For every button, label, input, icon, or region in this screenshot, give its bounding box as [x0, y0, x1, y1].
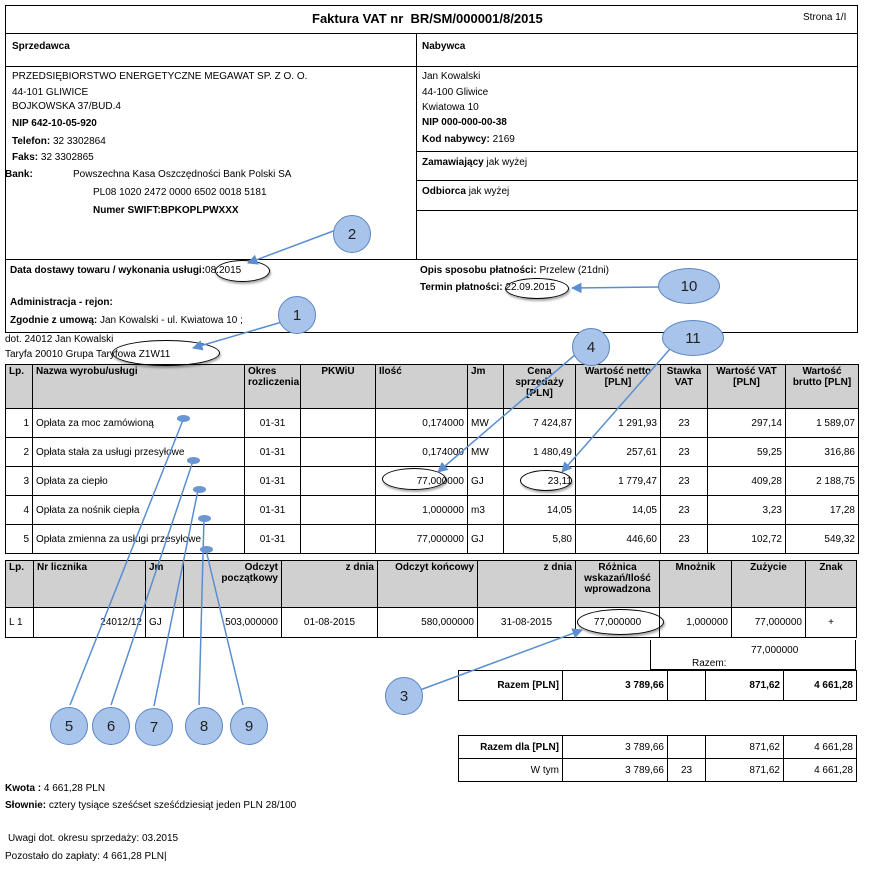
w-tym-vat: 871,62: [706, 759, 784, 782]
item-qty: 0,174000: [376, 438, 468, 467]
arrow-2: [248, 230, 336, 263]
item-lp: 1: [6, 409, 33, 438]
item-vat-rate: 23: [661, 467, 708, 496]
item-net: 446,60: [576, 525, 661, 554]
seller-label: Sprzedawca: [12, 41, 70, 52]
razem-label: Razem [PLN]: [459, 671, 563, 701]
buyer-code: Kod nabywcy: 2169: [422, 134, 515, 145]
item-lp: 3: [6, 467, 33, 496]
seller-street: BOJKOWSKA 37/BUD.4: [12, 101, 121, 112]
item-gross: 1 589,07: [786, 409, 859, 438]
col-name: Nazwa wyrobu/usługi: [33, 365, 245, 409]
razem-net: 3 789,66: [563, 671, 668, 701]
buyer-city: 44-100 Gliwice: [422, 87, 489, 98]
razem-gross: 4 661,28: [784, 671, 857, 701]
callout-3: 3: [385, 677, 423, 715]
arrow-11: [562, 349, 670, 472]
w-tym-rate: 23: [668, 759, 706, 782]
buyer-recipient: Odbiorca jak wyżej: [422, 186, 510, 197]
contract: Zgodnie z umową: Jan Kowalski - ul. Kwiatowa 10 ;: [10, 315, 243, 326]
payment-due: Termin płatności: 22.09.2015: [420, 282, 556, 293]
callout-5: 5: [50, 707, 88, 745]
meter-col-diff: Różnica wskazań/Ilość wprowadzona: [576, 561, 660, 608]
item-period: 01-31: [245, 467, 301, 496]
item-name: Opłata za moc zamówioną: [33, 409, 245, 438]
callout-11: 11: [662, 320, 724, 356]
col-pkwiu: PKWiU: [301, 365, 376, 409]
delivery-date: Data dostawy towaru / wykonania usługi:08.2015: [10, 265, 242, 276]
item-vat: 297,14: [708, 409, 786, 438]
item-qty: 1,000000: [376, 496, 468, 525]
meter-col-mult: Mnożnik: [660, 561, 732, 608]
callout-7: 7: [135, 708, 173, 746]
item-lp: 2: [6, 438, 33, 467]
admin-region: Administracja - rejon:: [10, 297, 113, 308]
item-lp: 4: [6, 496, 33, 525]
seller-nip: NIP 642-10-05-920: [12, 118, 97, 129]
razem-dla-label: Razem dla [PLN]: [459, 736, 563, 759]
item-period: 01-31: [245, 496, 301, 525]
item-jm: GJ: [468, 525, 504, 554]
col-jm: Jm: [468, 365, 504, 409]
buyer-name: Jan Kowalski: [422, 71, 481, 82]
col-net: Wartość netto [PLN]: [576, 365, 661, 409]
meter-total-usage: 77,000000: [751, 645, 799, 656]
col-gross: Wartość brutto [PLN]: [786, 365, 859, 409]
arrow-7: [154, 490, 198, 706]
item-price: 1 480,49: [504, 438, 576, 467]
item-period: 01-31: [245, 525, 301, 554]
item-qty: 0,174000: [376, 409, 468, 438]
item-vat: 102,72: [708, 525, 786, 554]
item-gross: 17,28: [786, 496, 859, 525]
item-net: 1 779,47: [576, 467, 661, 496]
seller-city: 44-101 GLIWICE: [12, 87, 89, 98]
item-net: 257,61: [576, 438, 661, 467]
col-period: Okres rozliczenia: [245, 365, 301, 409]
page-indicator: Strona 1/I: [803, 12, 847, 23]
item-vat-rate: 23: [661, 496, 708, 525]
item-net: 14,05: [576, 496, 661, 525]
marker-dot-1: [177, 415, 190, 422]
arrow-10: [572, 287, 660, 288]
amount: Kwota : 4 661,28 PLN: [5, 783, 106, 794]
bank-name: Powszechna Kasa Oszczędności Bank Polski SA: [73, 169, 292, 180]
item-vat: 409,28: [708, 467, 786, 496]
razem-dla-gross: 4 661,28: [784, 736, 857, 759]
callout-2: 2: [333, 215, 371, 253]
arrow-9: [206, 550, 243, 705]
item-name: Opłata za ciepło: [33, 467, 245, 496]
item-price: 5,80: [504, 525, 576, 554]
marker-dot-4: [198, 515, 211, 522]
item-qty: 77,000000: [376, 525, 468, 554]
meter-razem-label: Razem:: [692, 658, 727, 669]
marker-dot-5: [200, 546, 213, 553]
bank-swift: Numer SWIFT:BPKOPLPWXXX: [93, 205, 239, 216]
seller-fax: Faks: 32 3302865: [12, 152, 94, 163]
item-lp: 5: [6, 525, 33, 554]
callout-10: 10: [658, 268, 720, 304]
marker-dot-3: [193, 486, 206, 493]
item-vat: 59,25: [708, 438, 786, 467]
item-price: 14,05: [504, 496, 576, 525]
item-vat-rate: 23: [661, 409, 708, 438]
bank-label: Bank:: [5, 169, 33, 180]
item-gross: 2 188,75: [786, 467, 859, 496]
marker-dot-2: [187, 457, 200, 464]
w-tym-gross: 4 661,28: [784, 759, 857, 782]
arrow-5: [70, 420, 183, 705]
seller-name: PRZEDSIĘBIORSTWO ENERGETYCZNE MEGAWAT SP. Z O. O.: [12, 71, 308, 82]
razem-dla-net: 3 789,66: [563, 736, 668, 759]
buyer-orderer: Zamawiający jak wyżej: [422, 157, 528, 168]
item-price: 23,11: [504, 467, 576, 496]
razem-vat: 871,62: [706, 671, 784, 701]
invoice-title: Faktura VAT nr BR/SM/000001/8/2015: [312, 11, 543, 26]
bank-account: PL08 1020 2472 0000 6502 0018 5181: [93, 187, 267, 198]
col-lp: Lp.: [6, 365, 33, 409]
meter-col-start-date: z dnia: [282, 561, 378, 608]
item-jm: GJ: [468, 467, 504, 496]
callout-9: 9: [230, 707, 268, 745]
item-name: Opłata za nośnik ciepła: [33, 496, 245, 525]
col-vat: Wartość VAT [PLN]: [708, 365, 786, 409]
meter-col-sign: Znak: [806, 561, 857, 608]
remaining-to-pay: Pozostało do zapłaty: 4 661,28 PLN|: [5, 851, 167, 862]
meter-row: L 1 24012/12 GJ 503,000000 01-08-2015 580,000000 31-08-2015 77,000000 1,000000 77,000000 +: [6, 608, 857, 638]
item-vat: 3,23: [708, 496, 786, 525]
arrow-1: [193, 322, 282, 348]
buyer-nip: NIP 000-000-00-38: [422, 117, 507, 128]
callout-8: 8: [185, 707, 223, 745]
w-tym-net: 3 789,66: [563, 759, 668, 782]
item-gross: 549,32: [786, 525, 859, 554]
item-period: 01-31: [245, 409, 301, 438]
amount-in-words: Słownie: cztery tysiące sześćset sześćdziesiąt jeden PLN 28/100: [5, 800, 297, 811]
item-vat-rate: 23: [661, 525, 708, 554]
arrow-4: [438, 354, 576, 472]
item-qty: 77,000000: [376, 467, 468, 496]
item-gross: 316,86: [786, 438, 859, 467]
meter-col-jm: Jm: [146, 561, 184, 608]
meter-col-end-date: z dnia: [478, 561, 576, 608]
col-vat-rate: Stawka VAT: [661, 365, 708, 409]
buyer-street: Kwiatowa 10: [422, 102, 479, 113]
meter-col-lp: Lp.: [6, 561, 34, 608]
remarks: Uwagi dot. okresu sprzedaży: 03.2015: [8, 833, 179, 844]
w-tym-label: W tym: [459, 759, 563, 782]
item-jm: MW: [468, 409, 504, 438]
tariff-line: Taryfa 20010 Grupa Taryfowa Z1W11: [5, 349, 171, 360]
meter-col-start: Odczyt początkowy: [184, 561, 282, 608]
dot-line: dot. 24012 Jan Kowalski: [5, 334, 114, 345]
item-jm: MW: [468, 438, 504, 467]
item-price: 7 424,87: [504, 409, 576, 438]
callout-4: 4: [572, 328, 610, 366]
item-jm: m3: [468, 496, 504, 525]
item-vat-rate: 23: [661, 438, 708, 467]
meter-col-usage: Zużycie: [732, 561, 806, 608]
item-net: 1 291,93: [576, 409, 661, 438]
razem-dla-vat: 871,62: [706, 736, 784, 759]
seller-phone: Telefon: 32 3302864: [12, 136, 106, 147]
meter-col-end: Odczyt końcowy: [378, 561, 478, 608]
callout-6: 6: [92, 707, 130, 745]
col-qty: Ilość: [376, 365, 468, 409]
col-price: Cena sprzedaży [PLN]: [504, 365, 576, 409]
buyer-label: Nabywca: [422, 41, 466, 52]
payment-method: Opis sposobu płatności: Przelew (21dni): [420, 265, 609, 276]
item-name: Opłata zmienna za usługi przesyłowe: [33, 525, 245, 554]
item-name: Opłata stała za usługi przesyłowe: [33, 438, 245, 467]
meter-col-number: Nr licznika: [34, 561, 146, 608]
item-period: 01-31: [245, 438, 301, 467]
arrow-3: [420, 630, 582, 690]
callout-1: 1: [278, 296, 316, 334]
